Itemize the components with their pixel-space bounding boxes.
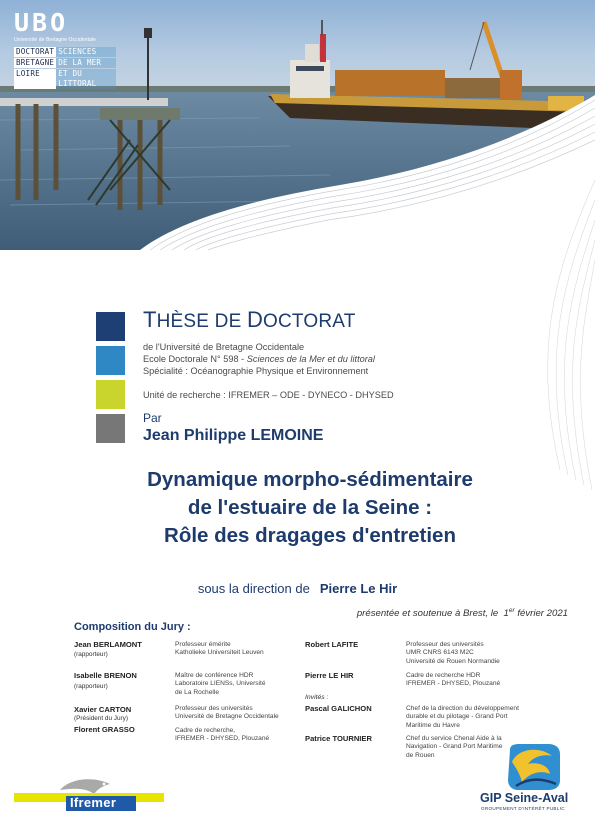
jury-member-name: Isabelle BRENON <box>74 671 137 680</box>
defense-date-line <box>357 607 568 619</box>
accent-square-grey <box>96 414 125 443</box>
affiliation-line: Chef de la direction du développement <box>406 705 519 712</box>
invites-label: Invités : <box>305 694 329 701</box>
jury-heading: Composition du Jury : <box>74 621 191 633</box>
jury-member-affiliation <box>175 641 264 658</box>
ifremer-wordmark: Ifremer <box>70 795 117 810</box>
thesis-title-line: Rôle des dragages d'entretien <box>164 524 456 547</box>
author-name: Jean Philippe LEMOINE <box>143 427 324 444</box>
affiliation-line: Maître de conférence HDR <box>175 672 254 679</box>
doctoral-school-logo <box>14 47 116 89</box>
jury-member-name: Pierre LE HIR <box>305 671 354 680</box>
jury-member-name: Jean BERLAMONT <box>74 640 142 649</box>
heading-initial: D <box>246 307 264 332</box>
university-line: de l'Université de Bretagne Occidentale <box>143 342 305 352</box>
heading-initial: T <box>143 307 157 332</box>
defense-day: 1 <box>503 608 509 620</box>
affiliation-line: Université de Bretagne Occidentale <box>175 713 279 721</box>
jury-member-affiliation <box>406 672 500 689</box>
heading-part: HÈSE DE <box>156 311 247 332</box>
ubo-wordmark: UBO <box>14 8 69 37</box>
doctoral-logo-cell: ET DU LITTORAL <box>56 69 116 89</box>
affiliation-line: Cadre de recherche HDR <box>406 672 481 679</box>
defense-day-suffix: er <box>508 607 515 614</box>
doctoral-logo-cell: SCIENCES <box>56 47 116 57</box>
jury-member-role: (rapporteur) <box>74 683 108 690</box>
gip-subtitle: GROUPEMENT D'INTÉRÊT PUBLIC <box>481 806 565 811</box>
doctoral-logo-cell: LOIRE <box>14 69 56 89</box>
affiliation-line: Navigation - Grand Port Maritime <box>406 743 503 751</box>
accent-square-navy <box>96 312 125 341</box>
jury-member-affiliation <box>406 641 500 666</box>
supervision-line <box>0 581 595 596</box>
jury-member-name: Xavier CARTON <box>74 705 132 714</box>
ecole-prefix: Ecole Doctorale N° 598 - <box>143 354 247 364</box>
doctoral-logo-cell: DE LA MER <box>56 58 116 68</box>
doctoral-logo-cell: BRETAGNE <box>16 58 55 67</box>
heading-part: OCTORAT <box>263 311 356 332</box>
accent-square-blue <box>96 346 125 375</box>
par-label: Par <box>143 411 162 425</box>
gip-seine-aval-logo <box>478 742 588 832</box>
jury-member-role: (rapporteur) <box>74 651 108 658</box>
affiliation-line: Professeur émérite <box>175 641 231 648</box>
gip-emblem-icon <box>504 742 564 792</box>
defense-prefix: présentée et soutenue à Brest, le <box>356 608 499 620</box>
jury-member-affiliation <box>175 705 279 722</box>
ecole-doctorale-line <box>143 354 375 364</box>
affiliation-line: Professeur des universités <box>406 641 484 648</box>
gip-wordmark: GIP Seine-Aval <box>480 791 569 805</box>
direction-label: sous la direction de <box>197 581 310 596</box>
specialite-line: Spécialité : Océanographie Physique et Environnement <box>143 366 369 376</box>
affiliation-line: Katholieke Universiteit Leuven <box>175 649 264 657</box>
affiliation-line: Université de Rouen Normandie <box>406 657 500 665</box>
university-name: Université de Bretagne Occidentale <box>14 37 97 43</box>
jury-member-name: Pascal GALICHON <box>305 704 372 713</box>
jury-member-affiliation <box>175 727 269 744</box>
affiliation-line: Chef du service Chenal Aide à la <box>406 735 502 742</box>
jury-member-affiliation <box>175 672 266 697</box>
affiliation-line: Cadre de recherche, <box>175 727 236 734</box>
accent-square-lime <box>96 380 125 409</box>
jury-member-affiliation <box>406 705 519 730</box>
ifremer-logo <box>14 774 164 818</box>
affiliation-line: Maritime du Havre <box>406 721 460 729</box>
affiliation-line: durable et du pilotage - Grand Port <box>406 713 508 721</box>
thesis-title-line: Dynamique morpho-sédimentaire <box>147 468 473 491</box>
research-unit-line: Unité de recherche : IFREMER – ODE - DYNECO - DHYSED <box>143 390 394 400</box>
jury-member-name: Florent GRASSO <box>74 725 135 734</box>
affiliation-line: Laboratoire LIENSs, Université <box>175 680 266 688</box>
thesis-title <box>60 466 560 550</box>
jury-member-role: (Président du Jury) <box>74 715 128 722</box>
thesis-heading <box>143 307 356 333</box>
affiliation-line: de La Rochelle <box>175 688 219 696</box>
defense-month-year: février 2021 <box>517 608 568 620</box>
affiliation-line: Professeur des universités <box>175 705 253 712</box>
affiliation-line: de Rouen <box>406 751 435 759</box>
jury-member-name: Patrice TOURNIER <box>305 734 372 743</box>
doctoral-logo-cell: DOCTORAT <box>16 47 55 56</box>
affiliation-line: UMR CNRS 6143 M2C <box>406 649 474 657</box>
affiliation-line: IFREMER - DHYSED, Plouzané <box>175 735 270 743</box>
ecole-name: Sciences de la Mer et du littoral <box>246 354 375 364</box>
jury-member-name: Robert LAFITE <box>305 640 359 649</box>
director-name: Pierre Le Hir <box>319 581 398 596</box>
affiliation-line: IFREMER - DHYSED, Plouzané <box>406 680 501 688</box>
thesis-title-line: de l'estuaire de la Seine : <box>187 496 433 519</box>
ubo-logo <box>14 10 124 89</box>
